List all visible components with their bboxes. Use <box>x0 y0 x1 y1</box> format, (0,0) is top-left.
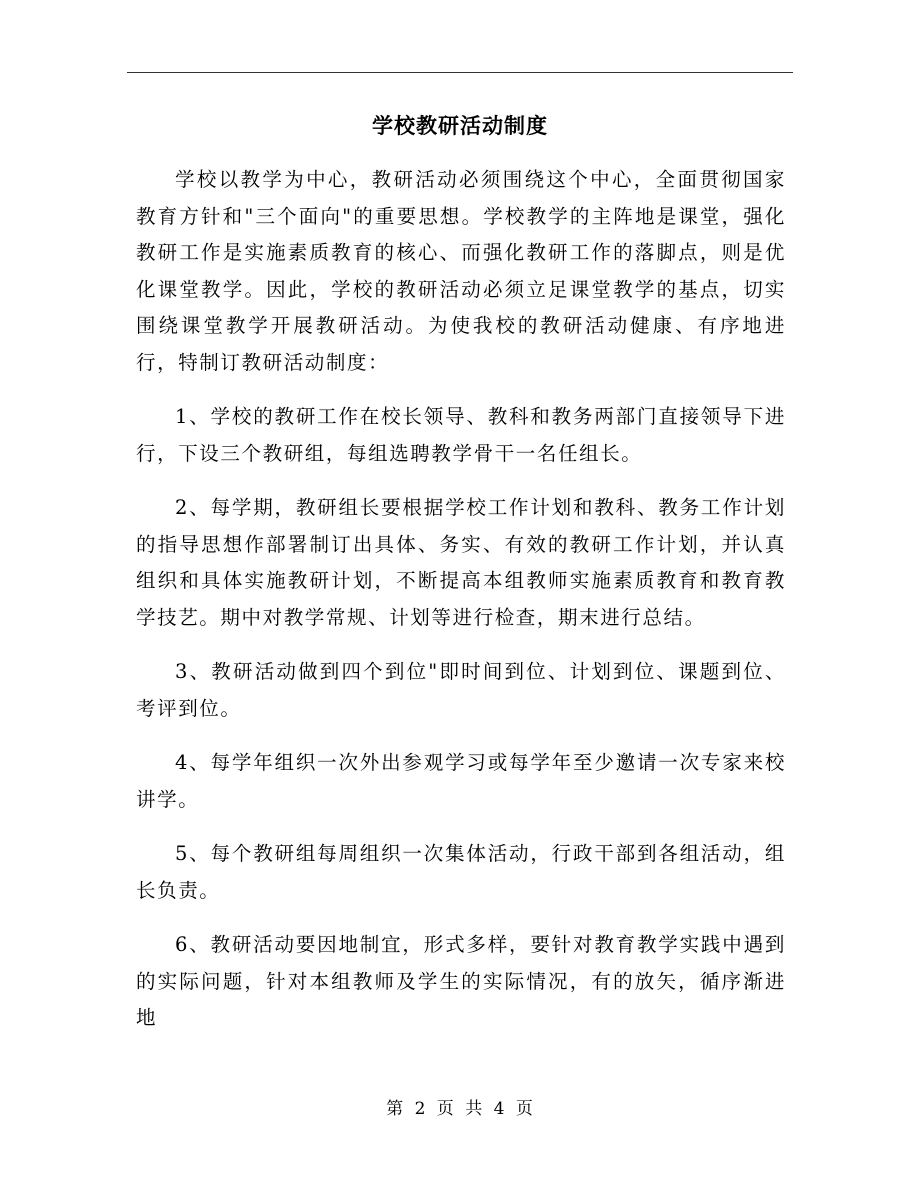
paragraph-item-4: 4、每学年组织一次外出参观学习或每学年至少邀请一次专家来校讲学。 <box>136 751 786 811</box>
paragraph-intro: 学校以教学为中心，教研活动必须围绕这个中心，全面贯彻国家教育方针和"三个面向"的重要思想。学校教学的主阵地是课堂，强化教研工作是实施素质教育的核心、而强化教研工作的落脚点，则是优化课堂教学。因此，学校的教研活动必须立足课堂教学的基点，切实围绕课堂教学开展教研活动。为使我校的教研活动健康、有序地进行，特制订教研活动制度： <box>136 168 786 374</box>
document-body <box>136 162 786 1055</box>
paragraph-item-2: 2、每学期，教研组长要根据学校工作计划和教科、教务工作计划的指导思想作部署制订出具体、务实、有效的教研工作计划，并认真组织和具体实施教研计划，不断提高本组教师实施素质教育和教育教学技艺。期中对教学常规、计划等进行检查，期末进行总结。 <box>136 496 786 629</box>
paragraph-item-5: 5、每个教研组每周组织一次集体活动，行政干部到各组活动，组长负责。 <box>136 842 786 902</box>
paragraph-item-1: 1、学校的教研工作在校长领导、教科和教务两部门直接领导下进行，下设三个教研组，每组选聘教学骨干一名任组长。 <box>136 405 786 465</box>
page-number: 第 2 页 共 4 页 <box>386 1099 534 1119</box>
paragraph-item-6: 6、教研活动要因地制宜，形式多样，要针对教育教学实践中遇到的实际问题，针对本组教师及学生的实际情况，有的放矢，循序渐进地 <box>136 933 786 1029</box>
document-title: 学校教研活动制度 <box>372 113 548 138</box>
header-rule <box>127 72 793 73</box>
paragraph-item-3: 3、教研活动做到四个到位"即时间到位、计划到位、课题到位、考评到位。 <box>136 660 786 720</box>
